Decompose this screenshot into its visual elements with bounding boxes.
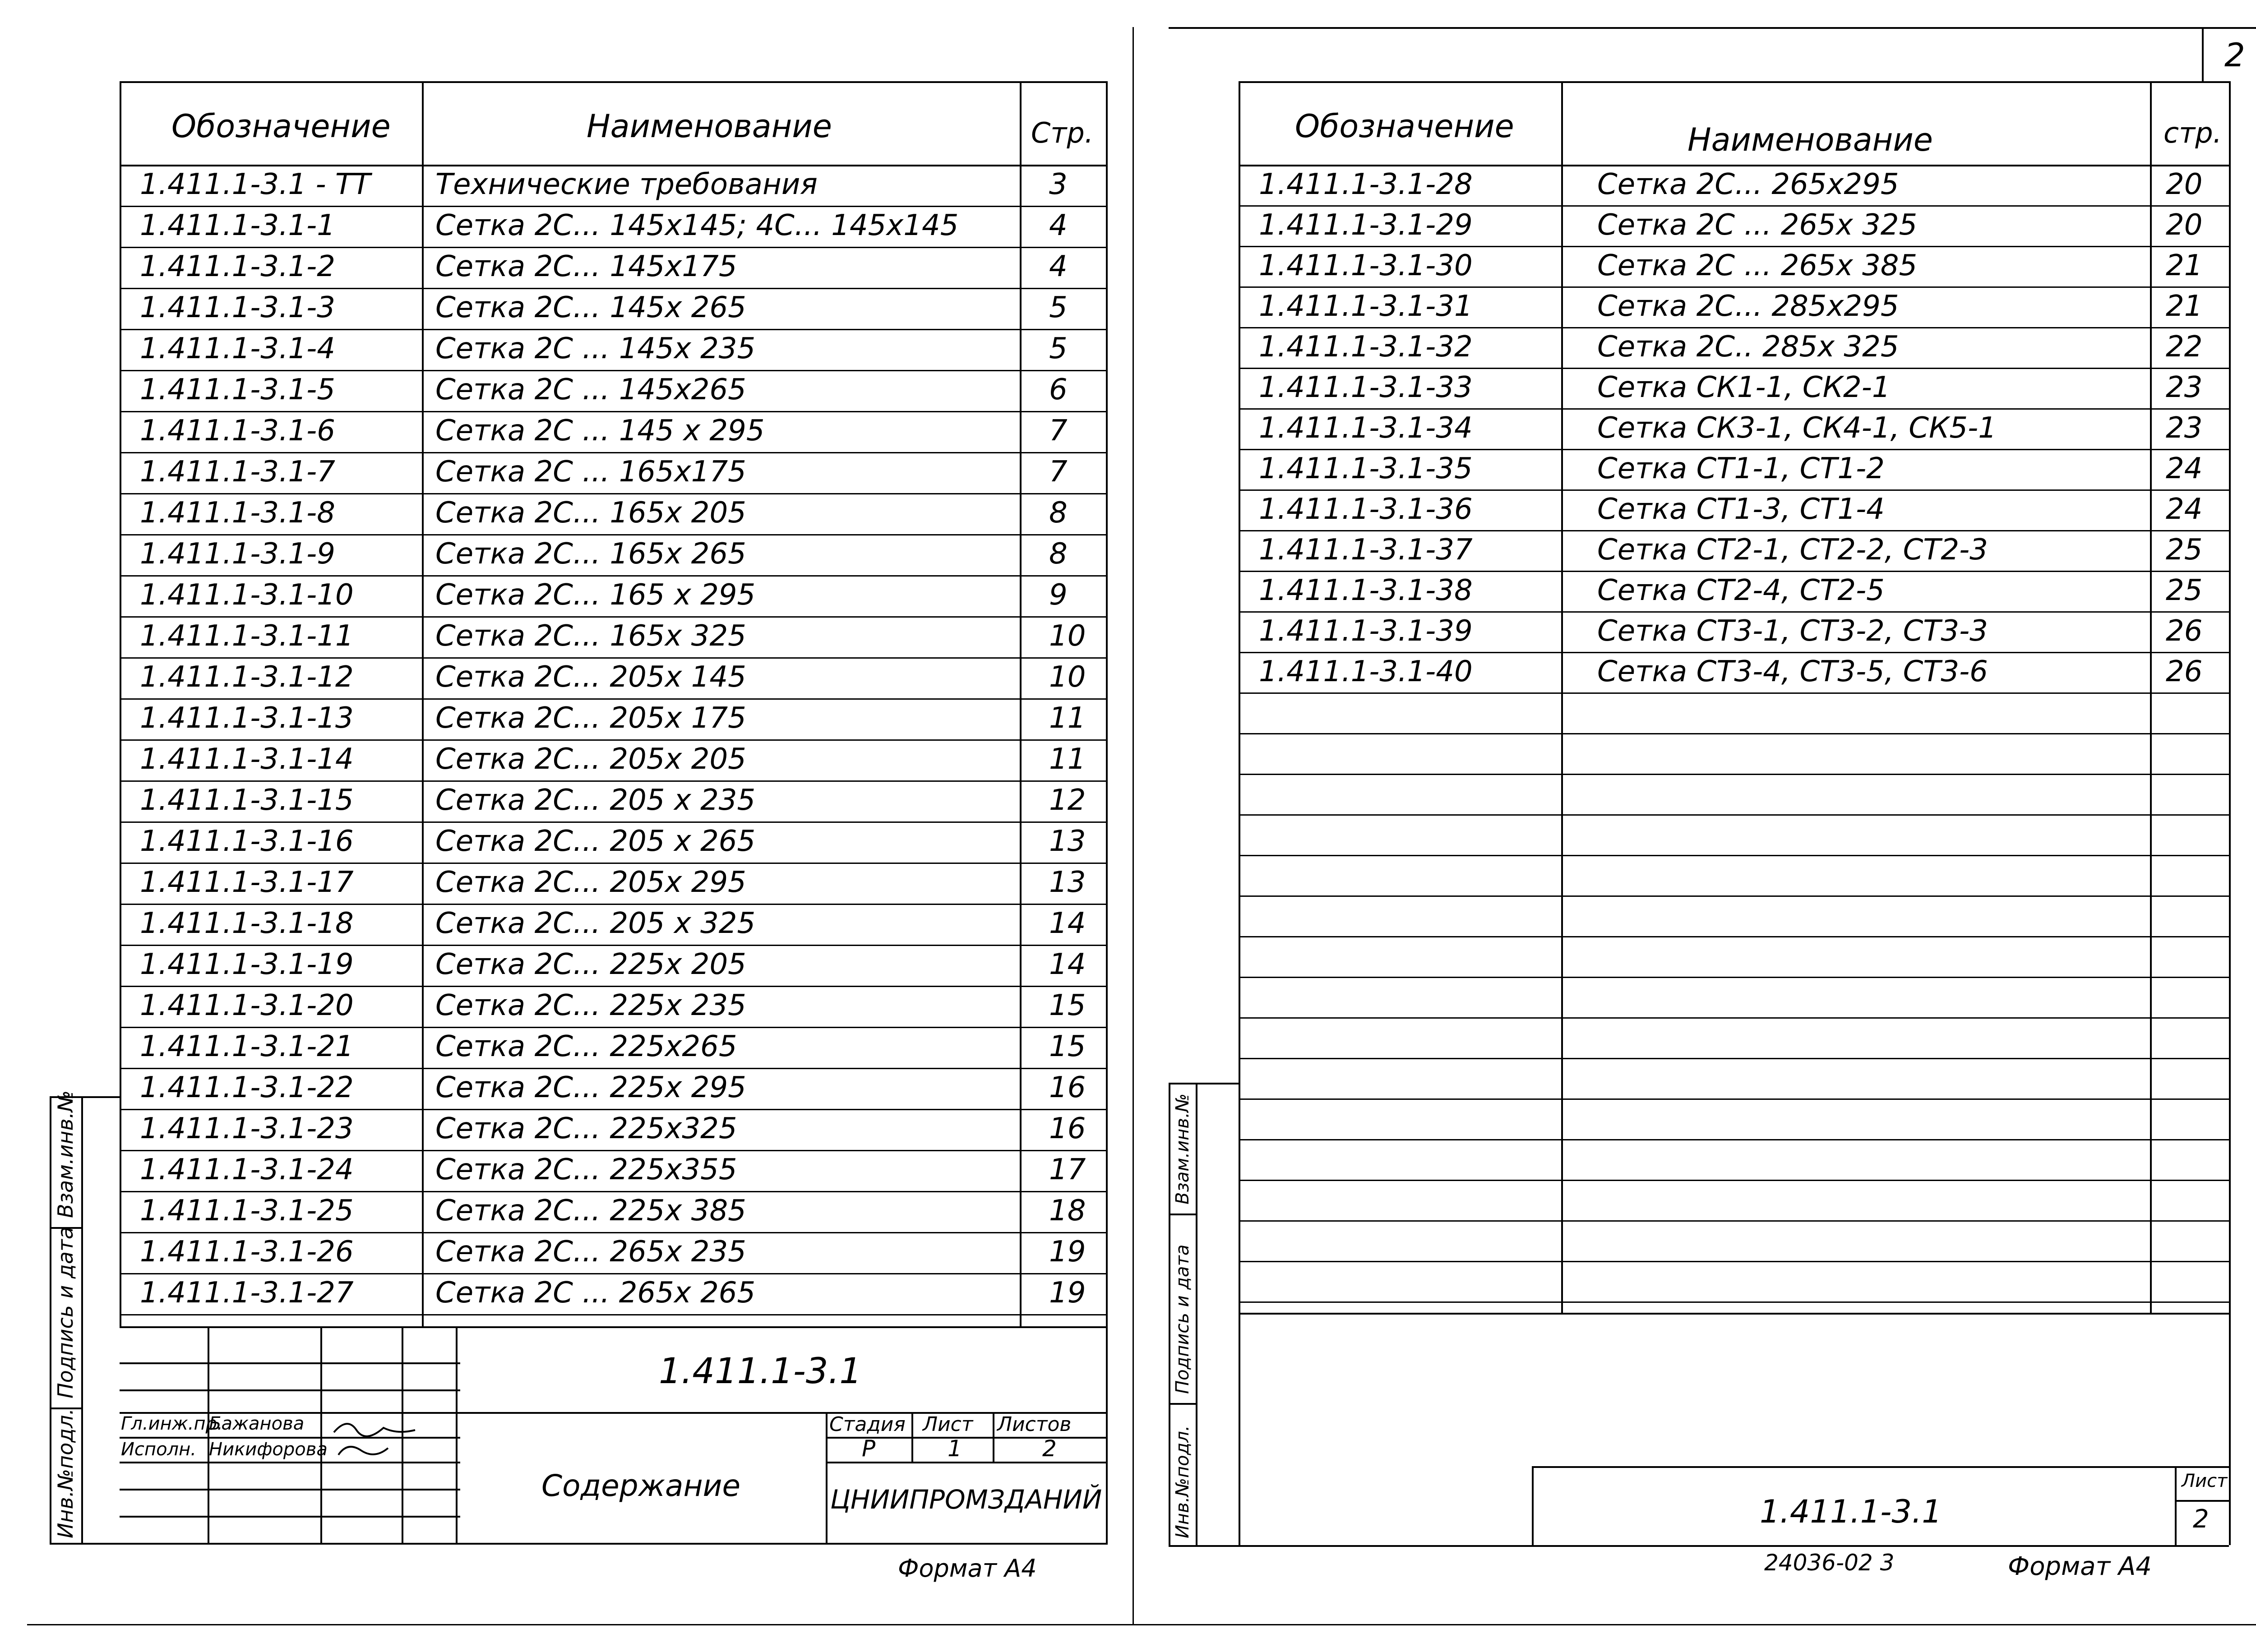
row-rule: [120, 247, 1108, 248]
row-code: 1.411.1-3.1-12: [140, 660, 354, 694]
row-code: 1.411.1-3.1-24: [140, 1153, 354, 1186]
row-rule: [1239, 1261, 2229, 1262]
row-page: 13: [1049, 825, 1086, 858]
row-page: 15: [1049, 1030, 1086, 1063]
row-name: Сетка 2С ... 265х 325: [1597, 208, 1918, 242]
header-page: Стр.: [1031, 116, 1094, 149]
row-code: 1.411.1-3.1-11: [140, 619, 354, 653]
row-rule: [120, 1150, 1108, 1151]
row-name: Сетка 2С... 225х325: [435, 1112, 737, 1145]
row-rule: [120, 411, 1108, 412]
row-page: 8: [1049, 496, 1068, 530]
row-name: Сетка 2С... 205х 145: [435, 660, 746, 694]
row-rule: [120, 288, 1108, 289]
row-code: 1.411.1-3.1-2: [140, 250, 335, 283]
sheet-value: 1: [948, 1435, 962, 1462]
row-rule: [120, 698, 1108, 700]
row-name: Сетка 2С... 205х 295: [435, 866, 746, 899]
row-name: Сетка 2С... 205х 205: [435, 743, 746, 776]
row-name: Сетка 2С... 165х 205: [435, 496, 746, 530]
sheets-value: 2: [1042, 1435, 1057, 1462]
row-code: 1.411.1-3.1-33: [1259, 371, 1473, 404]
row-page: 9: [1049, 578, 1068, 612]
row-rule: [120, 1068, 1108, 1069]
row-name: Сетка 2С... 165 х 295: [435, 578, 756, 612]
row-name: Сетка 2С... 225х 235: [435, 989, 746, 1022]
row-name: Сетка 2С... 285х295: [1597, 290, 1899, 323]
row-name: Сетка СТ3-1, СТ3-2, СТ3-3: [1597, 614, 1988, 648]
row-page: 15: [1049, 989, 1086, 1022]
row-page: 24: [2166, 493, 2203, 526]
row-page: 12: [1049, 784, 1086, 817]
row-rule: [1239, 489, 2229, 491]
row-page: 16: [1049, 1112, 1086, 1145]
row-rule: [120, 616, 1108, 618]
row-name: Сетка СТ1-1, СТ1-2: [1597, 452, 1885, 485]
row-code: 1.411.1-3.1-19: [140, 948, 354, 981]
row-code: 1.411.1-3.1-14: [140, 743, 354, 776]
row-code: 1.411.1-3.1-31: [1259, 290, 1473, 323]
row-code: 1.411.1-3.1-13: [140, 701, 354, 735]
row-name: Сетка СТ1-3, СТ1-4: [1597, 493, 1885, 526]
row-code: 1.411.1-3.1-30: [1259, 249, 1473, 282]
signature-1: [329, 1414, 420, 1459]
row-rule: [120, 986, 1108, 987]
archive-number: 24036-02 3: [1764, 1550, 1895, 1576]
row-name: Сетка 2С... 225х265: [435, 1030, 737, 1063]
sheets-label: Листов: [997, 1413, 1072, 1436]
row-page: 16: [1049, 1071, 1086, 1104]
row-page: 19: [1049, 1235, 1086, 1269]
row-rule: [120, 1109, 1108, 1110]
row-rule: [1239, 1180, 2229, 1181]
header-name: Наименование: [587, 108, 832, 145]
bottom-edge-line: [27, 1624, 2256, 1625]
right-side-label-signature: Подпись и дата: [1172, 1244, 1193, 1394]
right-sheet-value: 2: [2193, 1504, 2209, 1534]
row-code: 1.411.1-3.1-39: [1259, 614, 1473, 648]
row-rule: [1239, 246, 2229, 247]
row-name: Сетка 2С... 145х145; 4С... 145х145: [435, 209, 959, 242]
row-code: 1.411.1-3.1-20: [140, 989, 354, 1022]
row-code: 1.411.1-3.1-21: [140, 1030, 354, 1063]
row-code: 1.411.1-3.1-27: [140, 1276, 354, 1310]
row-rule: [120, 904, 1108, 905]
row-page: 7: [1049, 455, 1068, 489]
row-page: 26: [2166, 655, 2203, 688]
row-code: 1.411.1-3.1-37: [1259, 533, 1473, 567]
row-page: 11: [1049, 701, 1086, 735]
row-page: 18: [1049, 1194, 1086, 1227]
row-page: 14: [1049, 907, 1086, 940]
row-rule: [1239, 286, 2229, 288]
row-page: 10: [1049, 660, 1086, 694]
row-page: 23: [2166, 371, 2203, 404]
person-executor: Никифорова: [209, 1439, 328, 1460]
row-rule: [120, 1191, 1108, 1192]
row-page: 24: [2166, 452, 2203, 485]
row-page: 21: [2166, 249, 2203, 282]
stage-value: Р: [862, 1435, 876, 1462]
row-page: 4: [1049, 250, 1068, 283]
row-rule: [120, 863, 1108, 864]
row-page: 7: [1049, 414, 1068, 448]
row-name: Сетка 2С ... 145 х 295: [435, 414, 765, 448]
row-page: 10: [1049, 619, 1086, 653]
row-page: 8: [1049, 537, 1068, 571]
row-name: Сетка СК3-1, СК4-1, СК5-1: [1597, 411, 1997, 445]
row-rule: [120, 329, 1108, 330]
format-label-left: Формат А4: [898, 1554, 1037, 1583]
row-rule: [120, 945, 1108, 946]
side-label-signature: Подпись и дата: [53, 1226, 78, 1398]
row-rule: [1239, 449, 2229, 450]
row-rule: [1239, 530, 2229, 531]
row-name: Сетка 2С.. 285х 325: [1597, 330, 1899, 364]
sheet-divider: [1133, 27, 1134, 1624]
row-page: 23: [2166, 411, 2203, 445]
row-code: 1.411.1-3.1-6: [140, 414, 335, 448]
row-code: 1.411.1-3.1-3: [140, 291, 335, 324]
doc-code: 1.411.1-3.1: [659, 1351, 862, 1392]
row-code: 1.411.1-3.1-40: [1259, 655, 1473, 688]
row-code: 1.411.1-3.1-22: [140, 1071, 354, 1104]
row-rule: [1239, 1098, 2229, 1100]
row-name: Сетка 2С... 205 х 235: [435, 784, 756, 817]
row-rule: [1239, 327, 2229, 328]
row-page: 11: [1049, 743, 1086, 776]
row-page: 17: [1049, 1153, 1086, 1186]
row-page: 5: [1049, 332, 1068, 365]
row-name: Сетка СТ2-4, СТ2-5: [1597, 574, 1885, 607]
row-page: 6: [1049, 373, 1068, 406]
row-rule: [1239, 895, 2229, 897]
header-designation: Обозначение: [171, 108, 391, 145]
row-name: Сетка 2С... 265х 235: [435, 1235, 746, 1269]
row-rule: [1239, 1301, 2229, 1303]
row-code: 1.411.1-3.1-10: [140, 578, 354, 612]
row-code: 1.411.1-3.1-26: [140, 1235, 354, 1269]
organization: ЦНИИПРОМЗДАНИЙ: [830, 1484, 1102, 1515]
right-sheet-label: Лист: [2182, 1471, 2228, 1491]
row-code: 1.411.1-3.1-1: [140, 209, 335, 242]
row-rule: [120, 534, 1108, 535]
row-page: 20: [2166, 208, 2203, 242]
row-name: Сетка 2С... 165х 325: [435, 619, 746, 653]
row-code: 1.411.1-3.1-25: [140, 1194, 354, 1227]
side-label-replacement: Взам.инв.№: [53, 1090, 78, 1218]
row-code: 1.411.1-3.1-34: [1259, 411, 1473, 445]
row-page: 5: [1049, 291, 1068, 324]
row-name: Технические требования: [435, 168, 818, 201]
right-doc-code: 1.411.1-3.1: [1760, 1493, 1942, 1530]
row-code: 1.411.1-3.1-29: [1259, 208, 1473, 242]
row-name: Сетка 2С ... 165х175: [435, 455, 746, 489]
row-rule: [120, 1314, 1108, 1315]
format-label-right: Формат А4: [2008, 1552, 2152, 1581]
row-page: 14: [1049, 948, 1086, 981]
row-page: 13: [1049, 866, 1086, 899]
page-number: 2: [2224, 36, 2245, 74]
row-rule: [1239, 936, 2229, 937]
row-rule: [1239, 733, 2229, 734]
row-rule: [120, 657, 1108, 659]
row-name: Сетка 2С... 265х295: [1597, 168, 1899, 201]
row-name: Сетка 2С... 145х 265: [435, 291, 746, 324]
row-rule: [120, 780, 1108, 782]
row-name: Сетка 2С... 205 х 325: [435, 907, 756, 940]
row-rule: [120, 493, 1108, 494]
row-page: 3: [1049, 168, 1068, 201]
row-name: Сетка 2С... 145х175: [435, 250, 737, 283]
row-code: 1.411.1-3.1-38: [1259, 574, 1473, 607]
row-rule: [1239, 652, 2229, 653]
sheet-title: Содержание: [541, 1468, 741, 1503]
row-page: 20: [2166, 168, 2203, 201]
row-rule: [1239, 408, 2229, 410]
row-name: Сетка 2С ... 265х 265: [435, 1276, 756, 1310]
row-rule: [120, 1027, 1108, 1028]
row-name: Сетка 2С... 225х 385: [435, 1194, 746, 1227]
row-code: 1.411.1-3.1-32: [1259, 330, 1473, 364]
right-header-name: Наименование: [1687, 121, 1933, 158]
row-rule: [1239, 1220, 2229, 1222]
row-rule: [1239, 611, 2229, 613]
row-code: 1.411.1-3.1-17: [140, 866, 354, 899]
person-chief-engineer: Бажанова: [209, 1413, 305, 1434]
row-name: Сетка 2С... 225х 205: [435, 948, 746, 981]
row-page: 22: [2166, 330, 2203, 364]
row-name: Сетка 2С... 225х355: [435, 1153, 737, 1186]
row-page: 4: [1049, 209, 1068, 242]
row-page: 21: [2166, 290, 2203, 323]
row-name: Сетка 2С... 205х 175: [435, 701, 746, 735]
sheet-label: Лист: [923, 1413, 973, 1436]
right-side-label-inv: Инв.№подл.: [1172, 1425, 1193, 1538]
row-name: Сетка 2С... 205 х 265: [435, 825, 756, 858]
right-side-label-replacement: Взам.инв.№: [1172, 1093, 1193, 1204]
row-rule: [1239, 571, 2229, 572]
row-rule: [120, 452, 1108, 453]
row-code: 1.411.1-3.1 - ТТ: [140, 168, 371, 201]
row-rule: [1239, 814, 2229, 816]
role-chief-engineer: Гл.инж.пр.: [121, 1413, 223, 1434]
row-code: 1.411.1-3.1-8: [140, 496, 335, 530]
row-rule: [1239, 368, 2229, 369]
row-rule: [1239, 1058, 2229, 1059]
row-rule: [1239, 692, 2229, 694]
row-rule: [120, 1232, 1108, 1233]
role-executor: Исполн.: [121, 1439, 196, 1460]
stage-label: Стадия: [829, 1413, 906, 1436]
row-code: 1.411.1-3.1-16: [140, 825, 354, 858]
row-code: 1.411.1-3.1-23: [140, 1112, 354, 1145]
row-rule: [1239, 205, 2229, 207]
row-code: 1.411.1-3.1-9: [140, 537, 335, 571]
row-name: Сетка СК1-1, СК2-1: [1597, 371, 1891, 404]
row-name: Сетка 2С... 165х 265: [435, 537, 746, 571]
row-name: Сетка 2С... 225х 295: [435, 1071, 746, 1104]
row-rule: [120, 821, 1108, 823]
row-name: Сетка 2С ... 265х 385: [1597, 249, 1918, 282]
row-name: Сетка 2С ... 145х265: [435, 373, 746, 406]
row-rule: [1239, 774, 2229, 775]
row-code: 1.411.1-3.1-7: [140, 455, 335, 489]
row-rule: [120, 1273, 1108, 1274]
row-page: 26: [2166, 614, 2203, 648]
row-rule: [1239, 1139, 2229, 1140]
row-rule: [120, 575, 1108, 577]
row-rule: [1239, 855, 2229, 856]
row-rule: [120, 739, 1108, 741]
row-page: 19: [1049, 1276, 1086, 1310]
right-header-page: стр.: [2164, 116, 2222, 149]
row-code: 1.411.1-3.1-35: [1259, 452, 1473, 485]
row-code: 1.411.1-3.1-5: [140, 373, 335, 406]
row-name: Сетка СТ3-4, СТ3-5, СТ3-6: [1597, 655, 1988, 688]
row-code: 1.411.1-3.1-15: [140, 784, 354, 817]
side-label-inv: Инв.№подл.: [53, 1408, 78, 1538]
row-code: 1.411.1-3.1-36: [1259, 493, 1473, 526]
row-code: 1.411.1-3.1-18: [140, 907, 354, 940]
right-header-designation: Обозначение: [1295, 108, 1514, 145]
row-rule: [1239, 1017, 2229, 1019]
row-name: Сетка 2С ... 145х 235: [435, 332, 756, 365]
row-page: 25: [2166, 533, 2203, 567]
row-rule: [120, 370, 1108, 371]
row-page: 25: [2166, 574, 2203, 607]
row-code: 1.411.1-3.1-4: [140, 332, 335, 365]
row-rule: [1239, 977, 2229, 978]
row-name: Сетка СТ2-1, СТ2-2, СТ2-3: [1597, 533, 1988, 567]
row-code: 1.411.1-3.1-28: [1259, 168, 1473, 201]
row-rule: [120, 206, 1108, 207]
